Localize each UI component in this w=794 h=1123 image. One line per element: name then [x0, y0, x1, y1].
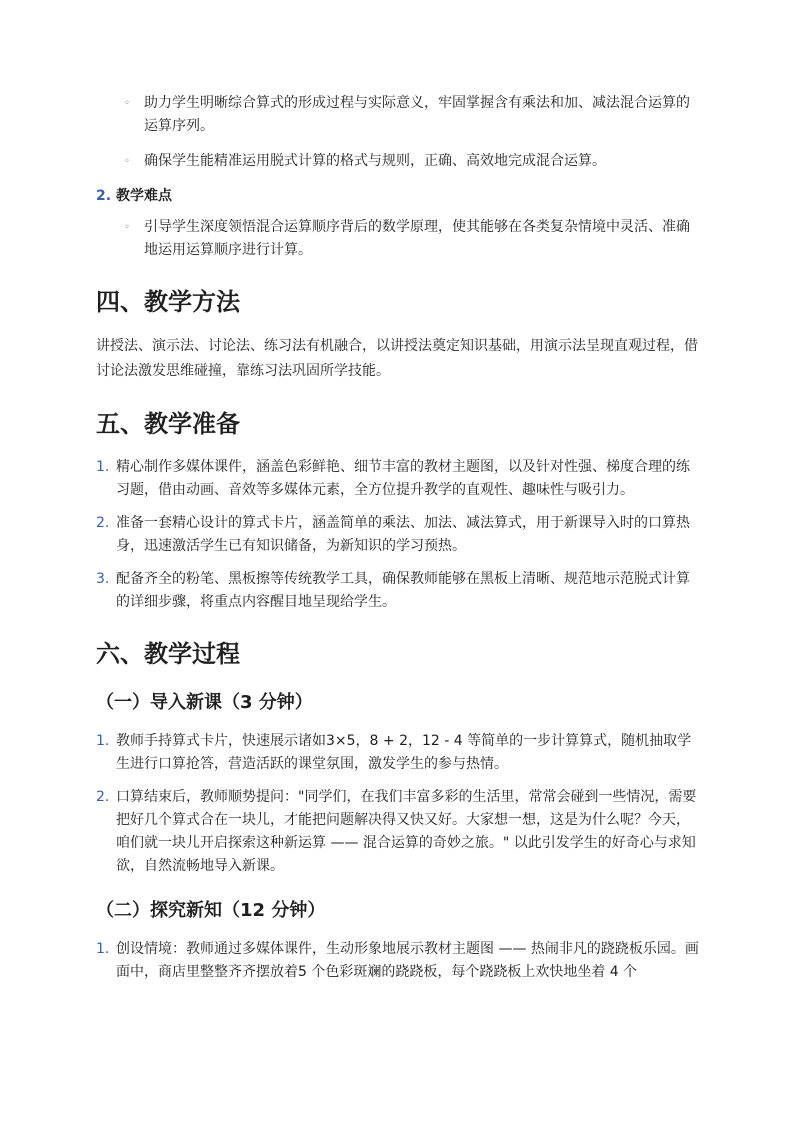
- difficulty-label: 教学难点: [116, 188, 172, 204]
- list-item-text: 配备齐全的粉笔、黑板擦等传统教学工具，确保教师能够在黑板上清晰、规范地示范脱式计算的详细步骤，将重点内容醒目地呈现给学生。: [116, 571, 690, 610]
- list-number: 2.: [96, 789, 110, 805]
- list-item-text: 精心制作多媒体课件，涵盖色彩鲜艳、细节丰富的教材主题图，以及针对性强、梯度合理的练习题，借由动画、音效等多媒体元素，全方位提升教学的直观性、趣味性与吸引力。: [116, 459, 690, 498]
- preparation-list: [96, 456, 700, 614]
- difficulty-heading: [96, 185, 700, 208]
- list-item: [96, 568, 700, 614]
- list-item: [96, 730, 700, 776]
- list-item: [96, 92, 700, 138]
- section-heading-preparation: 五、教学准备: [96, 410, 240, 438]
- list-item-text: 助力学生明晰综合算式的形成过程与实际意义，牢固掌握含有乘法和加、减法混合运算的运算序列。: [144, 95, 690, 134]
- list-item: [96, 786, 700, 878]
- bullet-icon: ◦: [124, 98, 130, 109]
- list-item-text: 引导学生深度领悟混合运算顺序背后的数学原理，使其能够在各类复杂情境中灵活、准确地运用运算顺序进行计算。: [144, 219, 690, 258]
- list-number: 2.: [96, 188, 112, 204]
- list-item-text: 创设情境：教师通过多媒体课件，生动形象地展示教材主题图 —— 热闹非凡的跷跷板乐园。画面中，商店里整整齐齐摆放着5 个色彩斑斓的跷跷板，每个跷跷板上欢快地坐着 4 个: [116, 941, 699, 980]
- subsection-heading-intro: （一）导入新课（3 分钟）: [96, 692, 313, 713]
- bullet-icon: ◦: [124, 156, 130, 167]
- explore-list: [96, 938, 700, 984]
- list-number: 1.: [96, 459, 110, 475]
- list-item: [96, 216, 700, 262]
- list-item-text: 准备一套精心设计的算式卡片，涵盖简单的乘法、加法、减法算式，用于新课导入时的口算热身，迅速激活学生已有知识储备，为新知识的学习预热。: [116, 515, 690, 554]
- list-item-text: 教师手持算式卡片，快速展示诸如3×5，8 + 2，12 - 4 等简单的一步计算算式，随机抽取学生进行口算抢答，营造活跃的课堂氛围，激发学生的参与热情。: [116, 733, 692, 772]
- list-item-text: 口算结束后，教师顺势提问："同学们，在我们丰富多彩的生活里，常常会碰到一些情况，需要把好几个算式合在一块儿，才能把问题解决得又快又好。大家想一想，这是为什么呢？今天，咱们就一块儿开启探索这种新运算 —— 混合运算的奇妙之旅。" 以此引发学生的好奇心与求知欲，自然流畅地导入新课。: [116, 789, 697, 874]
- section-heading-methods: 四、教学方法: [96, 288, 240, 316]
- list-item: [96, 938, 700, 984]
- list-item-text: 确保学生能精准运用脱式计算的格式与规则，正确、高效地完成混合运算。: [144, 153, 606, 169]
- key-points-sublist: [96, 92, 700, 173]
- list-number: 2.: [96, 515, 110, 531]
- section-heading-process: 六、教学过程: [96, 640, 240, 668]
- list-item: [96, 512, 700, 558]
- document-content: [96, 92, 700, 994]
- list-item: [96, 456, 700, 502]
- list-number: 3.: [96, 571, 110, 587]
- list-number: 1.: [96, 733, 110, 749]
- list-item: [96, 150, 700, 173]
- difficulty-sublist: [96, 216, 700, 262]
- subsection-heading-explore: （二）探究新知（12 分钟）: [96, 900, 326, 921]
- bullet-icon: ◦: [124, 222, 130, 233]
- methods-paragraph: 讲授法、演示法、讨论法、练习法有机融合，以讲授法奠定知识基础，用演示法呈现直观过程，借讨论法激发思维碰撞，靠练习法巩固所学技能。: [96, 338, 698, 379]
- list-number: 1.: [96, 941, 110, 957]
- intro-list: [96, 730, 700, 878]
